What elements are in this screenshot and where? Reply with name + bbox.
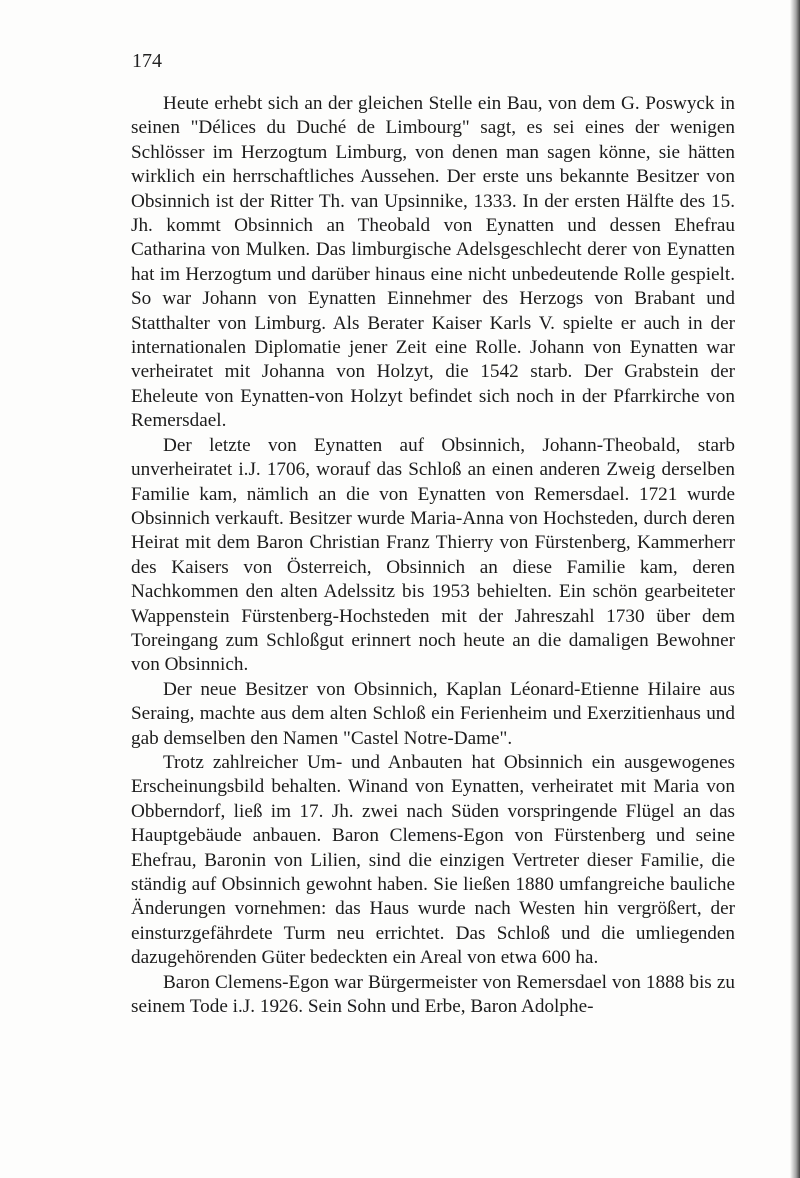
body-text <box>131 92 735 1019</box>
paragraph-3: Der neue Besitzer von Obsinnich, Kaplan Léonard-Etienne Hilaire aus Seraing, machte aus dem alten Schloß ein Ferienheim und Exerzitienhaus und gab demselben den Namen "Castel Notre-Dame". <box>131 678 735 749</box>
paragraph-2: Der letzte von Eynatten auf Obsinnich, Johann-Theobald, starb unverheiratet i.J. 1706, worauf das Schloß an einen anderen Zweig derselben Familie kam, nämlich an die von Eynatten von Remersdael. 1721 wurde Obsinnich verkauft. Besitzer wurde Maria-Anna von Hochsteden, durch deren Heirat mit dem Baron Christian Franz Thierry von Fürstenberg, Kammerherr des Kaisers von Österreich, Obsinnich an diese Familie kam, deren Nachkommen den alten Adelssitz bis 1953 behielten. Ein schön gearbeiteter Wappenstein Fürstenberg-Hochsteden mit der Jahreszahl 1730 über dem Toreingang zum Schloßgut erinnert noch heute an die damaligen Bewohner von Obsinnich. <box>131 434 735 676</box>
page-number: 174 <box>132 50 162 72</box>
paragraph-4: Trotz zahlreicher Um- und Anbauten hat Obsinnich ein ausgewogenes Erscheinungsbild behalten. Winand von Eynatten, verheiratet mit Maria von Obberndorf, ließ im 17. Jh. zwei nach Süden vorspringende Flügel an das Hauptgebäude anbauen. Baron Clemens-Egon von Fürstenberg und seine Ehefrau, Baronin von Lilien, sind die einzigen Vertreter dieser Familie, die ständig auf Obsinnich gewohnt haben. Sie ließen 1880 umfangreiche bauliche Änderungen vornehmen: das Haus wurde nach Westen hin vergrößert, der einsturzgefährdete Turm neu errichtet. Das Schloß und die umliegenden dazugehörenden Güter bedeckten ein Areal von etwa 600 ha. <box>131 751 735 969</box>
paragraph-1: Heute erhebt sich an der gleichen Stelle ein Bau, von dem G. Poswyck in seinen "Délices du Duché de Limbourg" sagt, es sei eines der wenigen Schlösser im Herzogtum Limburg, von denen man sagen könne, sie hätten wirklich ein herrschaftliches Aussehen. Der erste uns bekannte Besitzer von Obsinnich ist der Ritter Th. van Upsinnike, 1333. In der ersten Hälfte des 15. Jh. kommt Obsinnich an Theobald von Eynatten und dessen Ehefrau Catharina von Mulken. Das limburgische Adelsgeschlecht derer von Eynatten hat im Herzogtum und darüber hinaus eine nicht unbedeutende Rolle gespielt. So war Johann von Eynatten Einnehmer des Herzogs von Brabant und Statthalter von Limburg. Als Berater Kaiser Karls V. spielte er auch in der internationalen Diplomatie jener Zeit eine Rolle. Johann von Eynatten war verheiratet mit Johanna von Holzyt, die 1542 starb. Der Grabstein der Eheleute von Eynatten-von Holzyt befindet sich noch in der Pfarrkirche von Remersdael. <box>131 93 735 432</box>
page-edge-shadow <box>790 0 800 1178</box>
paragraph-5: Baron Clemens-Egon war Bürgermeister von Remersdael von 1888 bis zu seinem Tode i.J. 1926. Sein Sohn und Erbe, Baron Adolphe- <box>131 971 735 1018</box>
